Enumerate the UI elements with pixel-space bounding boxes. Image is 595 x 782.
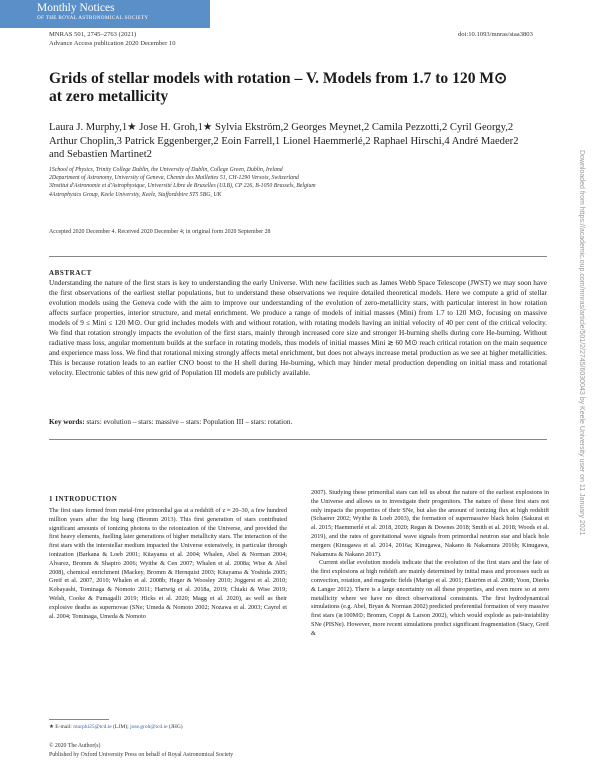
intro-left-column (49, 507, 287, 621)
download-sidebar (575, 150, 585, 670)
footnote-text: (JHG) (168, 724, 183, 730)
copyright-line: © 2020 The Author(s) (49, 743, 101, 749)
footnote-text: (LJM); (113, 724, 129, 730)
keywords (49, 418, 547, 426)
journal-of: OF THE (37, 15, 57, 21)
intro-paragraph: 2007). Studying these primordial stars can tell us about the nature of the earliest explosions in the Universe and allows us to investigate their progenitors. The nature of these first stars not only impacts the properties of their SNe, but also the amount of ionizing flux at high redshift (Schaerer 2002; Wyithe & Loeb 2003), the formation of supermassive black holes (Sakurai et al. 2015; Haemmerlé et al. 2018, 2020; Regan & Downes 2018; Smith et al. 2018; Woods et al. 2019), and the rates of gravitational wave signals from primordial neutron star and black hole mergers (Kinugawa et al. 2014, 2016a; Kinugawa, Nakano & Nakamura 2016b; Kinugawa, Nakamura & Nakano 2017). (311, 489, 549, 558)
advance-access: Advance Access publication 2020 December 10 (49, 40, 176, 47)
journal-citation: MNRAS 501, 2745–2763 (2021) (49, 31, 137, 38)
accepted-dates: Accepted 2020 December 4. Received 2020 December 4; in original form 2020 September 28 (49, 229, 271, 235)
affiliations (49, 166, 519, 199)
intro-paragraph: Current stellar evolution models indicate that the evolution of the first stars and the fate of the first explosions at high redshift are mainly determined by initial mass and processes such as convection, rotation, and magnetic fields (Marigo et al. 2001; Ekström et al. 2008; Yoon, Dierks & Langer 2012). There is a large uncertainty on all these properties, and even more so at zero metallicity where we have no direct observational constraints. The first hydrodynamical simulations (e.g. Abel, Bryan & Norman 2002) predicted preferential formation of very massive first stars (≳100M⊙; Bromm, Coppi & Larson 2002), which would explode as pair-instability SNe (PISNe). However, more recent simulations predict significant fragmentation (Stacy, Greif & (311, 559, 549, 637)
journal-society-name: ROYAL ASTRONOMICAL SOCIETY (58, 15, 149, 21)
copyright-line: Published by Oxford University Press on behalf of Royal Astronomical Society (49, 751, 234, 758)
divider (49, 439, 547, 440)
journal-society (37, 15, 148, 21)
abstract-text: Understanding the nature of the first stars is key to understanding the early Universe. With new facilities such as James Webb Space Telescope (JWST) we may soon have the first observations of the earliest stellar populations, but to understand these observations we require detailed theoretical models. Here we compute a grid of stellar evolution models using the Geneva code with the aim to improve our understanding of the evolution of zero-metallicity stars, with particular interest in how rotation affects surface properties, interior structure, and metal enrichment. We produce a range of models of initial masses (Mini) from 1.7 to 120 M⊙, focusing on massive models of 9 ≤ Mini ≤ 120 M⊙. Our grid includes models with and without rotation, with rotating models having an initial velocity of 40 per cent of the critical velocity. We find that rotation strongly impacts the evolution of the first stars, mainly through increased core size and stronger H-burning shells during core He-burning. Without radiative mass loss, angular momentum builds at the surface in rotating models, thus models of initial masses Mini ≳ 60 M⊙ reach critical rotation on the main sequence and experience mass loss. We find that rotational mixing strongly affects metal enrichment, but does not always increase metal production as we see at higher metallicities. This is because rotation leads to an earlier CNO boost to the H shell during He-burning, which may hinder metal production depending on initial mass and rotational velocity. Electronic tables of this new grid of Population III models are publicly available. (49, 279, 547, 377)
paper-title: Grids of stellar models with rotation – V. Models from 1.7 to 120 M⊙ at zero metallicity (49, 70, 508, 105)
download-notice: Downloaded from https://academic.oup.com/mnras/article/501/2/2745/6030043 by Keele University user on 11 January 2021 (578, 150, 585, 536)
divider (49, 256, 547, 257)
keywords-text: stars: evolution – stars: massive – stars: Population III – stars: rotation. (86, 418, 293, 426)
affiliation-2: 2Department of Astronomy, University of Geneva, Chemin des Maillettes 51, CH-1290 Versoix, Switzerland (49, 175, 299, 182)
copyright (49, 742, 233, 760)
footnote-label: ★ E-mail: (49, 724, 72, 730)
section-heading: 1 INTRODUCTION (49, 495, 118, 503)
footnote-rule (49, 719, 109, 720)
affiliation-4: 4Astrophysics Group, Keele University, Keele, Staffordshire ST5 5BG, UK (49, 191, 222, 198)
abstract-heading: ABSTRACT (49, 269, 92, 277)
intro-right-column (311, 489, 549, 639)
author-list: Laura J. Murphy,1★ Jose H. Groh,1★ Sylvia Ekström,2 Georges Meynet,2 Camila Pezzotti,2 Cyril Georgy,2 Arthur Choplin,3 Patrick Eggenberger,2 Eoin Farrell,1 Lionel Haemmerlé,2 Raphael Hirschi,4 André Maeder2 and Sebastien Martinet2 (49, 122, 519, 161)
email-link[interactable]: jose.groh@tcd.ie (130, 724, 168, 730)
email-link[interactable]: murphl25@tcd.ie (73, 724, 112, 730)
affiliation-3: 3Institut d'Astronomie et d'Astrophysique, Université Libre de Bruxelles (ULB), CP 226, B-1050 Brussels, Belgium (49, 183, 316, 190)
journal-name: Monthly Notices (37, 2, 115, 14)
intro-paragraph: The first stars formed from metal-free primordial gas at a redshift of z ≈ 20–30, a few hundred million years after the big bang (Bromm 2013). This first generation of stars contributed significant amounts of ionizing photons to the reionization of the Universe, and provided the first heavy elements, fuelling later generations of higher metallicity stars. The interaction of the first stars with the interstellar medium impacted the Universe extensively, in particular through ionization (Barkana & Loeb 2001; Kitayama et al. 2004; Whalen, Abel & Norman 2004; Alvarez, Bromm & Shapiro 2006; Wyithe & Cen 2007; Whalen et al. 2008a; Wise & Abel 2008), chemical enrichment (Mackey, Bromm & Hernquist 2003; Kitayama & Yoshida 2005; Greif et al. 2007, 2010; Whalen et al. 2008b; Heger & Woosley 2010; Joggerst et al. 2010; Kobayashi, Tominaga & Nomoto 2011; Hartwig et al. 2018a, 2019; Chiaki & Wise 2019; Welsh, Cooke & Fumagalli 2019; Hicks et al. 2020; Magg et al. 2020), as well as their explosive deaths as supernovae (SNe; Umeda & Nomoto 2002; Nozawa et al. 2003; Cayrel et al. 2004; Tominaga, Umeda & Nomoto (49, 507, 287, 620)
doi: doi:10.1093/mnras/staa3803 (458, 31, 533, 38)
footnote (49, 724, 183, 730)
affiliation-1: 1School of Physics, Trinity College Dublin, the University of Dublin, College Green, Dublin, Ireland (49, 167, 283, 173)
keywords-label: Key words: (49, 418, 85, 426)
